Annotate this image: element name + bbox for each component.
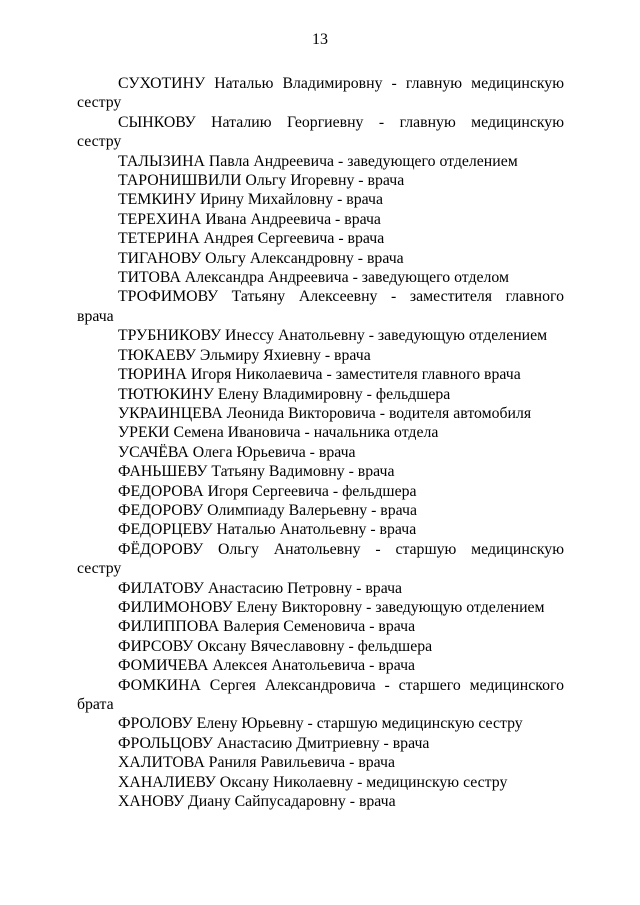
entry-text: ХАЛИТОВА Раниля Равильевича - врача: [118, 754, 396, 772]
entry-text: ФРОЛОВУ Елену Юрьевну - старшую медицинскую сестру: [118, 715, 523, 733]
list-item: [77, 501, 564, 520]
entry-text: ТИТОВА Александра Андреевича - заведующего отделом: [118, 269, 509, 287]
entry-text: ТРОФИМОВУ Татьяну Алексеевну - заместителя главного: [118, 288, 564, 306]
entry-text: ТЕТЕРИНА Андрея Сергеевича - врача: [118, 230, 385, 248]
list-item: [77, 423, 564, 442]
list-item: [77, 714, 564, 733]
list-item: [77, 229, 564, 248]
list-item: [77, 365, 564, 384]
entry-text: ФИЛИМОНОВУ Елену Викторовну - заведующую отделением: [118, 598, 545, 616]
entry-text: УРЕКИ Семена Ивановича - начальника отдела: [118, 424, 439, 442]
list-item: [77, 462, 564, 481]
entry-text: ФЕДОРЦЕВУ Наталью Анатольевну - врача: [118, 521, 417, 539]
list-item: [77, 190, 564, 209]
entry-continuation: сестру: [77, 94, 122, 112]
entry-text: ТАЛЫЗИНА Павла Андреевича - заведующего отделением: [118, 152, 518, 170]
entry-text: УСАЧЁВА Олега Юрьевича - врача: [118, 443, 356, 461]
entry-text: ТАРОНИШВИЛИ Ольгу Игоревну - врача: [118, 172, 405, 190]
list-item: [77, 617, 564, 636]
entry-text: УКРАИНЦЕВА Леонида Викторовича - водителя автомобиля: [118, 404, 532, 422]
entry-text: ТЮКАЕВУ Эльмиру Яхиевну - врача: [118, 346, 371, 364]
entry-text: ТРУБНИКОВУ Инессу Анатольевну - заведующую отделением: [118, 327, 548, 345]
entry-text: ФЁДОРОВУ Ольгу Анатольевну - старшую медицинскую: [118, 540, 564, 558]
list-item: [77, 773, 564, 792]
entry-text: ТИГАНОВУ Ольгу Александровну - врача: [118, 249, 404, 267]
entry-text: ФИРСОВУ Оксану Вячеславовну - фельдшера: [118, 637, 433, 655]
list-item: [77, 753, 564, 772]
list-item: [77, 579, 564, 598]
list-item: [77, 637, 564, 656]
entry-text: СЫНКОВУ Наталию Георгиевну - главную медицинскую: [118, 113, 564, 131]
list-item: [77, 734, 564, 753]
entry-text: ФЕДОРОВА Игоря Сергеевича - фельдшера: [118, 482, 417, 500]
list-item: [77, 676, 564, 715]
list-item: [77, 385, 564, 404]
list-item: [77, 404, 564, 423]
entry-continuation: сестру: [77, 560, 122, 578]
entry-text: ХАНОВУ Диану Сайпусадаровну - врача: [118, 793, 396, 811]
entry-text: ФАНЬШЕВУ Татьяну Вадимовну - врача: [118, 463, 395, 481]
entry-text: ХАНАЛИЕВУ Оксану Николаевну - медицинскую сестру: [118, 773, 508, 791]
list-item: [77, 482, 564, 501]
list-item: [77, 656, 564, 675]
entry-text: ФОМИЧЕВА Алексея Анатольевича - врача: [118, 657, 416, 675]
list-item: [77, 74, 564, 113]
list-item: [77, 520, 564, 539]
list-item: [77, 249, 564, 268]
list-item: [77, 598, 564, 617]
list-item: [77, 113, 564, 152]
list-item: [77, 540, 564, 579]
entry-text: СУХОТИНУ Наталью Владимировну - главную медицинскую: [118, 75, 564, 92]
list-item: [77, 171, 564, 190]
entry-text: ТЮРИНА Игоря Николаевича - заместителя главного врача: [118, 366, 521, 384]
appointee-list: [77, 74, 564, 811]
entry-text: ФИЛАТОВУ Анастасию Петровну - врача: [118, 579, 403, 597]
list-item: [77, 346, 564, 365]
page-number: 13: [312, 31, 328, 48]
list-item: [77, 443, 564, 462]
list-item: [77, 326, 564, 345]
entry-continuation: брата: [77, 696, 114, 713]
list-item: [77, 210, 564, 229]
list-item: [77, 152, 564, 171]
entry-text: ТЮТЮКИНУ Елену Владимировну - фельдшера: [118, 385, 451, 403]
entry-text: ФОМКИНА Сергея Александровича - старшего медицинского: [118, 676, 564, 694]
entry-text: ФЕДОРОВУ Олимпиаду Валерьевну - врача: [118, 501, 417, 519]
list-item: [77, 268, 564, 287]
list-item: [77, 287, 564, 326]
list-item: [77, 792, 564, 811]
entry-text: ФИЛИППОВА Валерия Семеновича - врача: [118, 618, 416, 636]
entry-continuation: сестру: [77, 133, 122, 151]
entry-text: ФРОЛЬЦОВУ Анастасию Дмитриевну - врача: [118, 734, 430, 752]
entry-text: ТЕРЕХИНА Ивана Андреевича - врача: [118, 210, 381, 228]
entry-text: ТЕМКИНУ Ирину Михайловну - врача: [118, 191, 383, 209]
entry-continuation: врача: [77, 307, 114, 325]
